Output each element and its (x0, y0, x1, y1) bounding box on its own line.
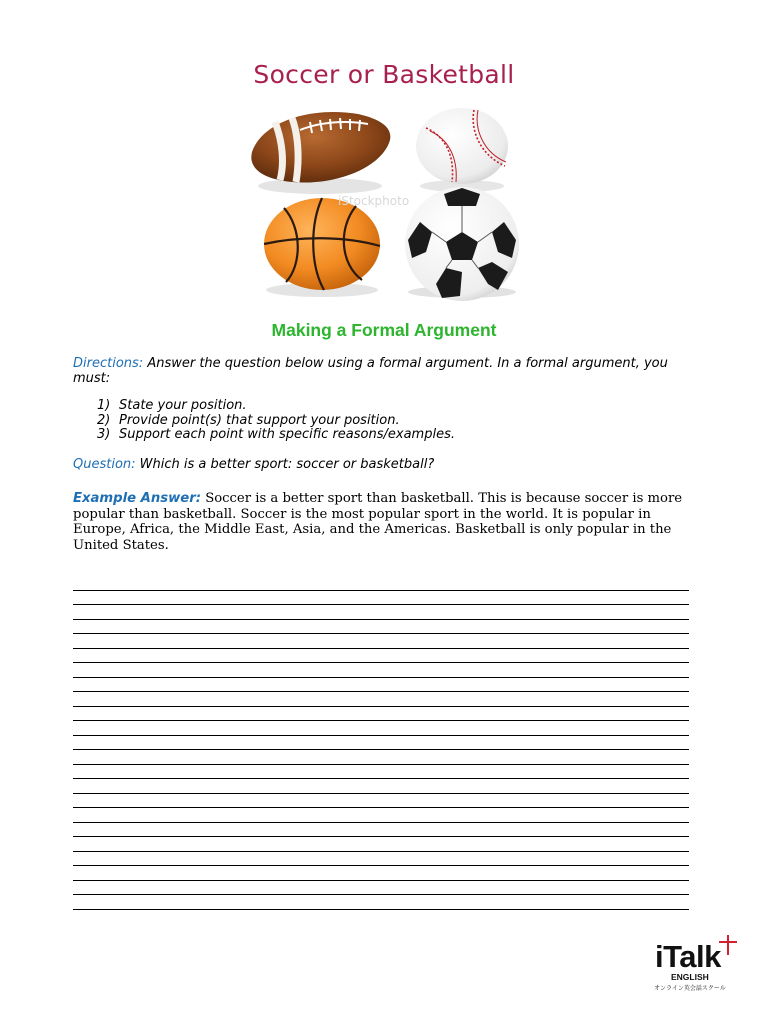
football-icon (251, 112, 390, 194)
writing-line[interactable] (73, 678, 689, 693)
step-number: 3) (97, 427, 111, 442)
list-item (97, 428, 455, 443)
directions-paragraph (73, 356, 683, 386)
writing-line[interactable] (73, 895, 689, 910)
writing-line[interactable] (73, 794, 689, 809)
cross-icon-bar (719, 941, 737, 943)
italk-logo (655, 935, 737, 990)
basketball-icon (264, 198, 380, 297)
writing-line[interactable] (73, 620, 689, 635)
example-answer-label: Example Answer: (73, 491, 201, 506)
writing-line[interactable] (73, 591, 689, 606)
steps-list (97, 399, 455, 443)
writing-line[interactable] (73, 692, 689, 707)
question-text: Which is a better sport: soccer or basketball? (135, 457, 435, 472)
step-text: Provide point(s) that support your position. (119, 412, 400, 428)
page-title: Soccer or Basketball (253, 60, 515, 89)
cross-icon (727, 935, 729, 955)
logo-name: iTalk (655, 939, 721, 974)
writing-line[interactable] (73, 576, 689, 591)
directions-label: Directions (73, 356, 139, 371)
writing-line[interactable] (73, 649, 689, 664)
writing-line[interactable] (73, 605, 689, 620)
example-answer-paragraph (73, 491, 688, 553)
section-heading: Making a Formal Argument (271, 320, 497, 340)
step-text: Support each point with specific reasons/examples. (119, 427, 455, 442)
writing-line[interactable] (73, 837, 689, 852)
question-label: Question: (73, 457, 136, 472)
writing-line[interactable] (73, 750, 689, 765)
step-number: 1) (97, 398, 111, 413)
writing-line[interactable] (73, 707, 689, 722)
writing-line[interactable] (73, 721, 689, 736)
writing-line[interactable] (73, 852, 689, 867)
logo-sub: ENGLISH (671, 972, 709, 982)
example-answer-text: Soccer is a better sport than basketball. This is because soccer is more popular than basketball. Soccer is the most popular sport in the world. It is popular in Europe, Africa, the Middle East, Asia, and the Americas. Basketball is only popular in the United States. (73, 491, 683, 553)
question-paragraph (73, 457, 434, 472)
writing-line[interactable] (73, 765, 689, 780)
writing-line[interactable] (73, 663, 689, 678)
writing-line[interactable] (73, 736, 689, 751)
list-item (97, 399, 455, 414)
baseball-icon (416, 108, 508, 192)
step-number: 2) (97, 412, 111, 428)
list-item (97, 414, 455, 429)
directions-text: Answer the question below using a formal argument. In a formal argument, you must: (73, 356, 668, 386)
soccer-ball-icon (405, 187, 519, 301)
directions-colon: : (138, 356, 144, 371)
logo-tagline: オンライン英会話スクール (654, 985, 726, 992)
writing-line[interactable] (73, 823, 689, 838)
writing-lines[interactable] (73, 576, 689, 910)
writing-line[interactable] (73, 634, 689, 649)
writing-line[interactable] (73, 866, 689, 881)
writing-line[interactable] (73, 808, 689, 823)
watermark-text: iStockphoto (338, 194, 410, 208)
step-text: State your position. (119, 398, 247, 413)
writing-line[interactable] (73, 779, 689, 794)
writing-line[interactable] (73, 881, 689, 896)
